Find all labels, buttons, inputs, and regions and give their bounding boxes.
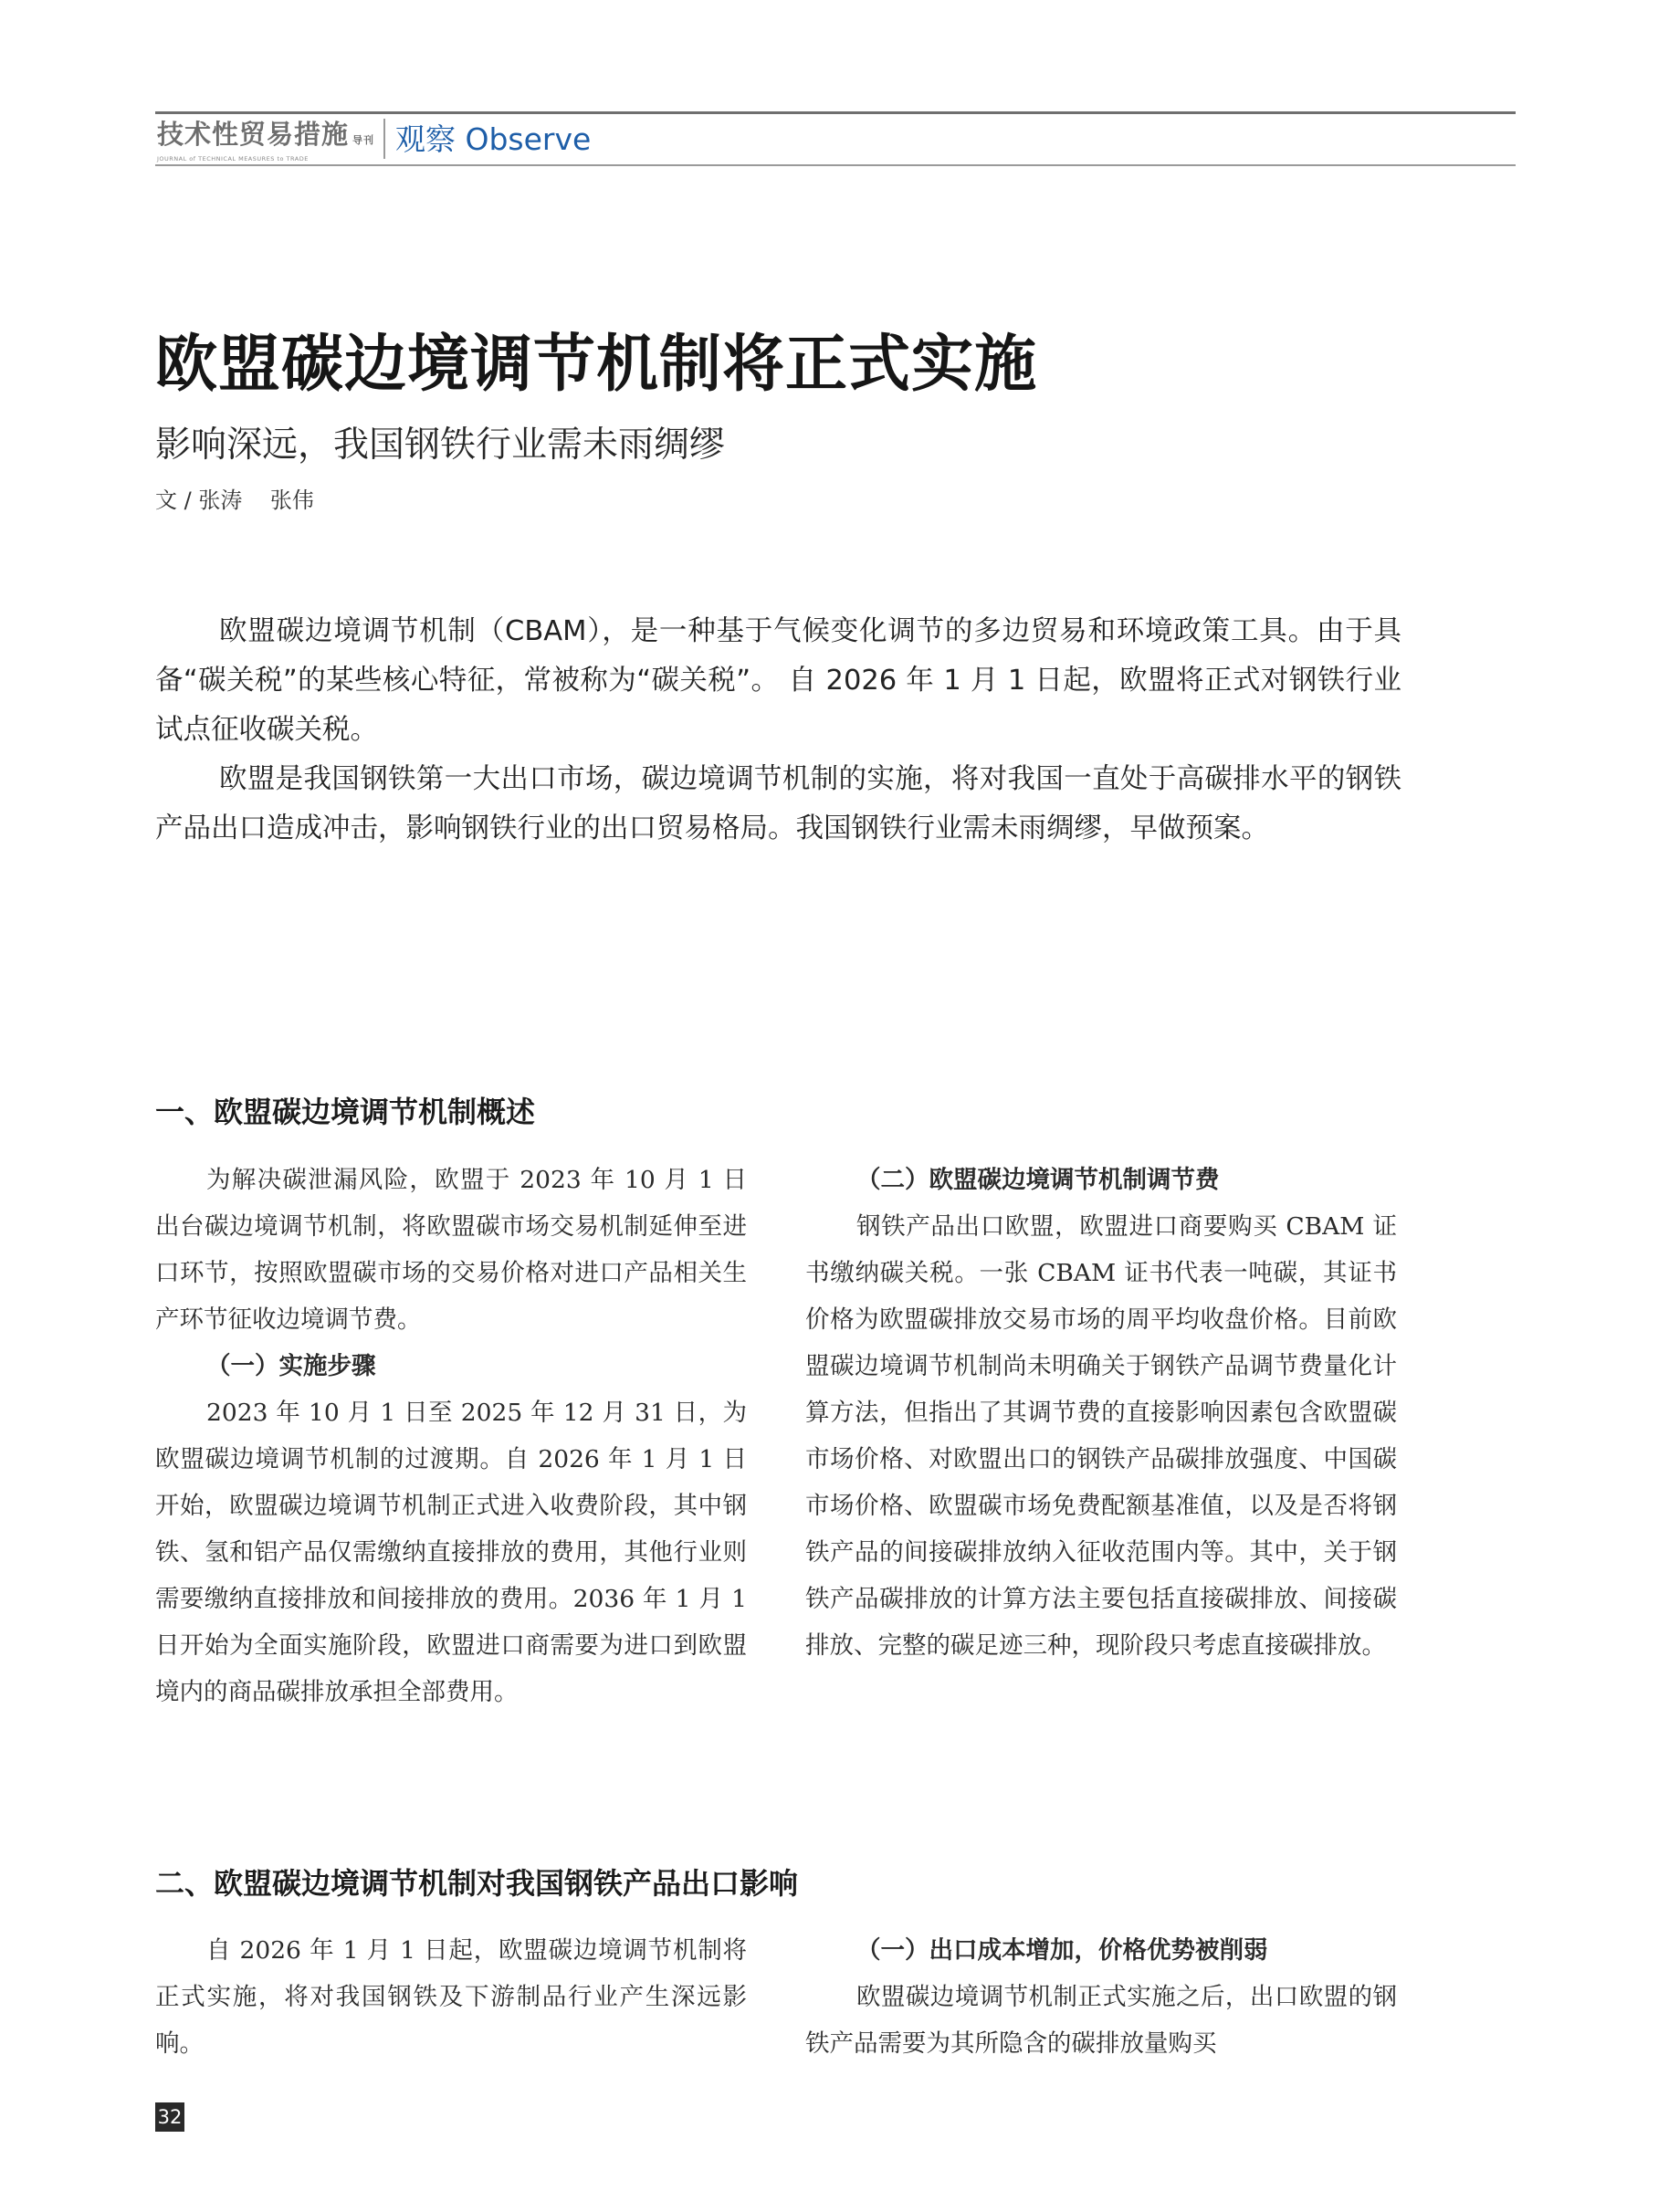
article-title: 欧盟碳边境调节机制将正式实施 [155,329,1038,401]
body-paragraph: 自 2026 年 1 月 1 日起，欧盟碳边境调节机制将正式实施，将对我国钢铁及下游制品行业产生深远影响。 [155,1936,747,2058]
subsection-heading: （一）出口成本增加，价格优势被削弱 [856,1936,1268,1965]
header-bottom-rule [155,164,1516,166]
page-number: 32 [155,2102,184,2132]
section1-right-column [805,1157,1397,1669]
header-separator [383,119,385,159]
section1-left-column [155,1157,747,1715]
header-top-rule [155,111,1516,114]
journal-tag: 导刊 [352,134,375,146]
body-paragraph: 2023 年 10 月 1 日至 2025 年 12 月 31 日，为欧盟碳边境调节机制的过渡期。自 2026 年 1 月 1 日开始，欧盟碳边境调节机制正式进入收费阶段，其中钢铁、氢和铝产品仅需缴纳直接排放的费用，其他行业则需要缴纳直接排放和间接排放的费用。2036 年 1 月 1 日开始为全面实施阶段，欧盟进口商需要为进口到欧盟境内的商品碳排放承担全部费用。 [155,1399,747,1706]
subsection-heading: （一）实施步骤 [206,1352,376,1380]
section-heading-1: 一、欧盟碳边境调节机制概述 [155,1095,536,1129]
section2-right-column [805,1927,1397,2067]
section-label: 观察 Observe [395,121,592,157]
byline: 文 / 张涛 张伟 [155,487,314,513]
abstract-paragraph: 欧盟是我国钢铁第一大出口市场，碳边境调节机制的实施，将对我国一直处于高碳排水平的钢铁产品出口造成冲击，影响钢铁行业的出口贸易格局。我国钢铁行业需未雨绸缪，早做预案。 [155,763,1401,844]
abstract-paragraph: 欧盟碳边境调节机制（CBAM），是一种基于气候变化调节的多边贸易和环境政策工具。由于具备“碳关税”的某些核心特征，常被称为“碳关税”。 自 2026 年 1 月 1 日起，欧盟将正式对钢铁行业试点征收碳关税。 [155,615,1401,746]
body-paragraph: 欧盟碳边境调节机制正式实施之后，出口欧盟的钢铁产品需要为其所隐含的碳排放量购买 [805,1983,1397,2058]
journal-subtitle: JOURNAL of TECHNICAL MEASURES to TRADE [157,155,309,162]
body-paragraph: 钢铁产品出口欧盟，欧盟进口商要购买 CBAM 证书缴纳碳关税。一张 CBAM 证书代表一吨碳，其证书价格为欧盟碳排放交易市场的周平均收盘价格。目前欧盟碳边境调节机制尚未明确关于钢铁产品调节费量化计算方法，但指出了其调节费的直接影响因素包含欧盟碳市场价格、对欧盟出口的钢铁产品碳排放强度、中国碳市场价格、欧盟碳市场免费配额基准值，以及是否将钢铁产品的间接碳排放纳入征收范围内等。其中，关于钢铁产品碳排放的计算方法主要包括直接碳排放、间接碳排放、完整的碳足迹三种，现阶段只考虑直接碳排放。 [805,1212,1397,1660]
section-heading-2: 二、欧盟碳边境调节机制对我国钢铁产品出口影响 [155,1866,799,1901]
abstract [155,607,1401,854]
body-paragraph: 为解决碳泄漏风险，欧盟于 2023 年 10 月 1 日出台碳边境调节机制，将欧盟碳市场交易机制延伸至进口环节，按照欧盟碳市场的交易价格对进口产品相关生产环节征收边境调节费。 [155,1166,747,1334]
subsection-heading: （二）欧盟碳边境调节机制调节费 [856,1166,1220,1194]
journal-logo [157,121,376,162]
journal-name: 技术性贸易措施 [157,119,350,150]
article-subtitle: 影响深远，我国钢铁行业需未雨绸缪 [155,425,726,466]
section2-left-column [155,1927,747,2067]
